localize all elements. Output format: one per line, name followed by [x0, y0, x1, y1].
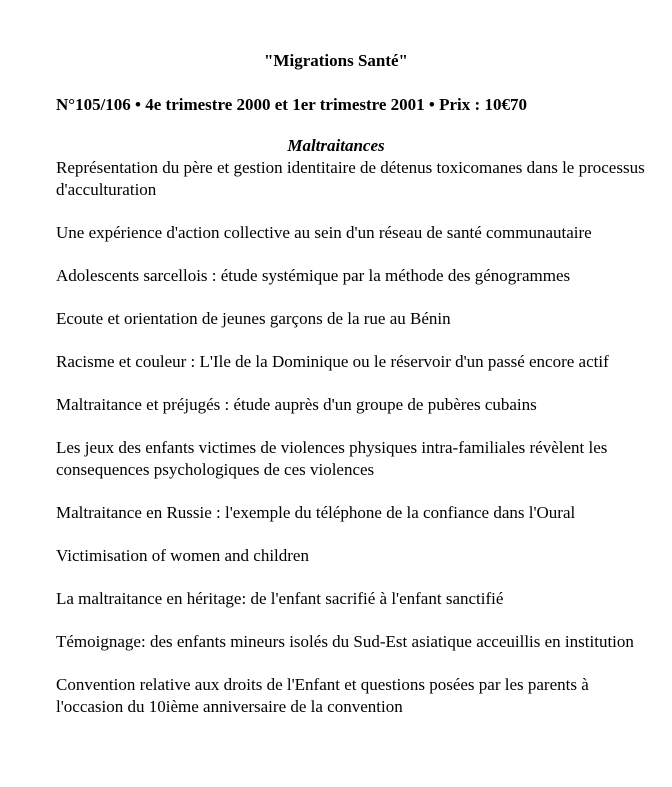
- article-item: Convention relative aux droits de l'Enfant et questions posées par les parents à l'occasion du 10ième anniversaire de la convention: [56, 675, 589, 716]
- article-list: [56, 157, 646, 739]
- article-item: Racisme et couleur : L'Ile de la Dominique ou le réservoir d'un passé encore actif: [56, 352, 609, 371]
- article-item: Maltraitance en Russie : l'exemple du téléphone de la confiance dans l'Oural: [56, 503, 576, 522]
- article-item: Les jeux des enfants victimes de violences physiques intra-familiales révèlent les consequences psychologiques de ces violences: [56, 438, 608, 479]
- section-title: Maltraitances: [287, 136, 385, 155]
- journal-title: "Migrations Santé": [263, 51, 408, 70]
- article-item: Une expérience d'action collective au sein d'un réseau de santé communautaire: [56, 223, 592, 242]
- article-item: La maltraitance en héritage: de l'enfant sacrifié à l'enfant sanctifié: [56, 589, 504, 608]
- article-item: Victimisation of women and children: [56, 546, 309, 565]
- article-item: Représentation du père et gestion identitaire de détenus toxicomanes dans le processus d'acculturation: [56, 158, 645, 199]
- article-item: Ecoute et orientation de jeunes garçons de la rue au Bénin: [56, 309, 451, 328]
- article-item: Adolescents sarcellois : étude systémique par la méthode des génogrammes: [56, 266, 571, 285]
- article-item: Maltraitance et préjugés : étude auprès d'un groupe de pubères cubains: [56, 395, 537, 414]
- article-item: Témoignage: des enfants mineurs isolés du Sud-Est asiatique acceuillis en institution: [56, 632, 634, 651]
- issue-line: N°105/106 • 4e trimestre 2000 et 1er trimestre 2001 • Prix : 10€70: [56, 95, 527, 114]
